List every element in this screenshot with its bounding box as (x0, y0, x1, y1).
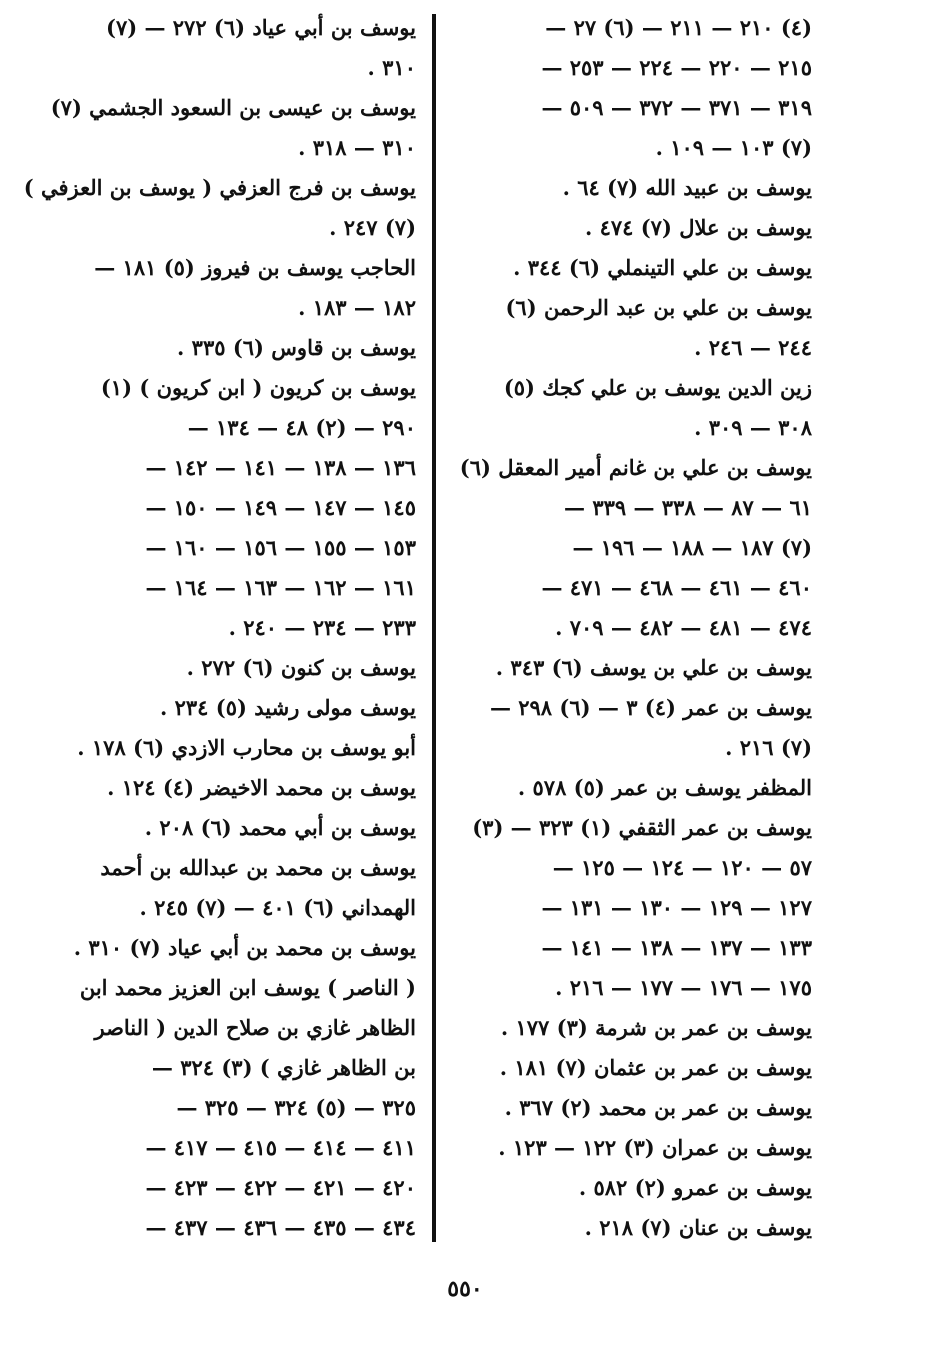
index-entry-line: ١٣٣ — ١٣٧ — ١٣٨ — ١٤١ — (541, 935, 812, 960)
index-entry-line: ٤٣٤ — ٤٣٥ — ٤٣٦ — ٤٣٧ — (145, 1215, 416, 1240)
index-entry-line: ١٢٧ — ١٢٩ — ١٣٠ — ١٣١ — (541, 895, 812, 920)
index-entry-line: ٢١٥ — ٢٢٠ — ٢٢٤ — ٢٥٣ — (541, 55, 812, 80)
index-entry-line: (٧) ٢٤٧ . (329, 215, 416, 240)
index-entry-line: يوسف بن عمر بن شرمة (٣) ١٧٧ . (500, 1015, 812, 1040)
index-entry-line: ٣٢٥ — (٥) ٣٢٤ — ٣٢٥ — (176, 1095, 416, 1120)
index-entry-line: يوسف بن قاوس (٦) ٣٣٥ . (177, 335, 416, 360)
index-entry-line: الحاجب يوسف بن فيروز (٥) ١٨١ — (94, 255, 416, 280)
index-entry-line: (٧) ١٠٣ — ١٠٩ . (655, 135, 812, 160)
index-entry-line: ٣١٩ — ٣٧١ — ٣٧٢ — ٥٠٩ — (541, 95, 812, 120)
index-entry-line: ١٧٥ — ١٧٦ — ١٧٧ — ٢١٦ . (555, 975, 812, 1000)
index-entry-line: يوسف بن أبي محمد (٦) ٢٠٨ . (144, 815, 416, 840)
index-entry-line: ٣١٠ — ٣١٨ . (298, 135, 416, 160)
index-entry-line: يوسف بن علي بن يوسف (٦) ٣٤٣ . (495, 655, 812, 680)
index-entry-line: يوسف مولى رشيد (٥) ٢٣٤ . (160, 695, 416, 720)
index-entry-line: يوسف بن عمرو (٢) ٥٨٢ . (578, 1175, 812, 1200)
index-entry-line: ٤١١ — ٤١٤ — ٤١٥ — ٤١٧ — (145, 1135, 416, 1160)
left-column (23, 8, 416, 1248)
index-entry-line: يوسف بن علي التينملي (٦) ٣٤٤ . (513, 255, 812, 280)
index-entry-line: ١٨٢ — ١٨٣ . (298, 295, 416, 320)
index-entry-line: ٢٣٣ — ٢٣٤ — ٢٤٠ . (228, 615, 416, 640)
index-entry-line: ١٥٣ — ١٥٥ — ١٥٦ — ١٦٠ — (145, 535, 416, 560)
index-entry-line: ٢٤٤ — ٢٤٦ . (694, 335, 812, 360)
index-entry-line: يوسف بن علي بن غانم أمير المعقل (٦) (459, 455, 812, 480)
index-entry-line: يوسف بن محمد بن أبي عياد (٧) ٣١٠ . (73, 935, 416, 960)
index-entry-line: يوسف بن محمد بن عبدالله بن أحمد (100, 855, 416, 880)
index-entry-line: ٣١٠ . (367, 55, 416, 80)
index-entry-line: زين الدين يوسف بن علي كجك (٥) (503, 375, 812, 400)
index-entry-line: ٢٩٠ — (٢) ٤٨ — ١٣٤ — (187, 415, 416, 440)
index-entry-line: يوسف بن عيسى بن السعود الجشمي (٧) (50, 95, 416, 120)
index-entry-line: ٤٦٠ — ٤٦١ — ٤٦٨ — ٤٧١ — (541, 575, 812, 600)
index-entry-line: ١٣٦ — ١٣٨ — ١٤١ — ١٤٢ — (145, 455, 416, 480)
index-entry-line: يوسف بن عمر الثقفي (١) ٣٢٣ — (٣) (472, 815, 812, 840)
index-entry-line: يوسف بن عمر (٤) ٣ — (٦) ٢٩٨ — (489, 695, 812, 720)
index-entry-line: ١٦١ — ١٦٢ — ١٦٣ — ١٦٤ — (145, 575, 416, 600)
index-entry-line: ٦١ — ٨٧ — ٣٣٨ — ٣٣٩ — (564, 495, 812, 520)
index-entry-line: يوسف بن علي بن عبد الرحمن (٦) (505, 295, 812, 320)
index-entry-line: يوسف بن محمد الاخيضر (٤) ١٢٤ . (107, 775, 416, 800)
index-entry-line: (٤) ٢١٠ — ٢١١ — (٦) ٢٧ — (545, 15, 812, 40)
index-entry-line: يوسف بن عمر بن عثمان (٧) ١٨١ . (499, 1055, 812, 1080)
index-entry-line: يوسف بن علال (٧) ٤٧٤ . (584, 215, 812, 240)
index-entry-line: الهمداني (٦) ٤٠١ — (٧) ٢٤٥ . (139, 895, 416, 920)
index-entry-line: يوسف بن عنان (٧) ٢١٨ . (584, 1215, 812, 1240)
index-entry-line: (٧) ١٨٧ — ١٨٨ — ١٩٦ — (572, 535, 812, 560)
index-entry-line: المظفر يوسف بن عمر (٥) ٥٧٨ . (517, 775, 812, 800)
index-entry-line: (٧) ٢١٦ . (725, 735, 812, 760)
index-entry-line: ( الناصر ) يوسف ابن العزيز محمد ابن (79, 975, 416, 1000)
index-entry-line: يوسف بن فرج العزفي ( يوسف بن العزفي ) (23, 175, 416, 200)
index-entry-line: ٣٠٨ — ٣٠٩ . (694, 415, 812, 440)
index-entry-line: الظاهر غازي بن صلاح الدين ( الناصر (94, 1015, 416, 1040)
index-entry-line: يوسف بن أبي عياد (٦) ٢٧٢ — (٧) (106, 15, 416, 40)
index-entry-line: بن الظاهر غازي ) (٣) ٣٢٤ — (151, 1055, 416, 1080)
index-entry-line: يوسف بن عبيد الله (٧) ٦٤ . (562, 175, 812, 200)
index-entry-line: ٤٧٤ — ٤٨١ — ٤٨٢ — ٧٠٩ . (555, 615, 812, 640)
page-number: ٥٥٠ (447, 1276, 483, 1302)
index-entry-line: ٥٧ — ١٢٠ — ١٢٤ — ١٢٥ — (552, 855, 812, 880)
index-entry-line: يوسف بن عمر بن محمد (٢) ٣٦٧ . (504, 1095, 812, 1120)
index-entry-line: يوسف بن كريون ( ابن كريون ) (١) (100, 375, 416, 400)
column-divider (432, 14, 436, 1242)
index-entry-line: أبو يوسف بن محارب الازدي (٦) ١٧٨ . (77, 735, 416, 760)
right-column (459, 8, 812, 1248)
index-entry-line: ٤٢٠ — ٤٢١ — ٤٢٢ — ٤٢٣ — (145, 1175, 416, 1200)
index-entry-line: ١٤٥ — ١٤٧ — ١٤٩ — ١٥٠ — (145, 495, 416, 520)
index-entry-line: يوسف بن كنون (٦) ٢٧٢ . (186, 655, 416, 680)
index-entry-line: يوسف بن عمران (٣) ١٢٢ — ١٢٣ . (498, 1135, 812, 1160)
